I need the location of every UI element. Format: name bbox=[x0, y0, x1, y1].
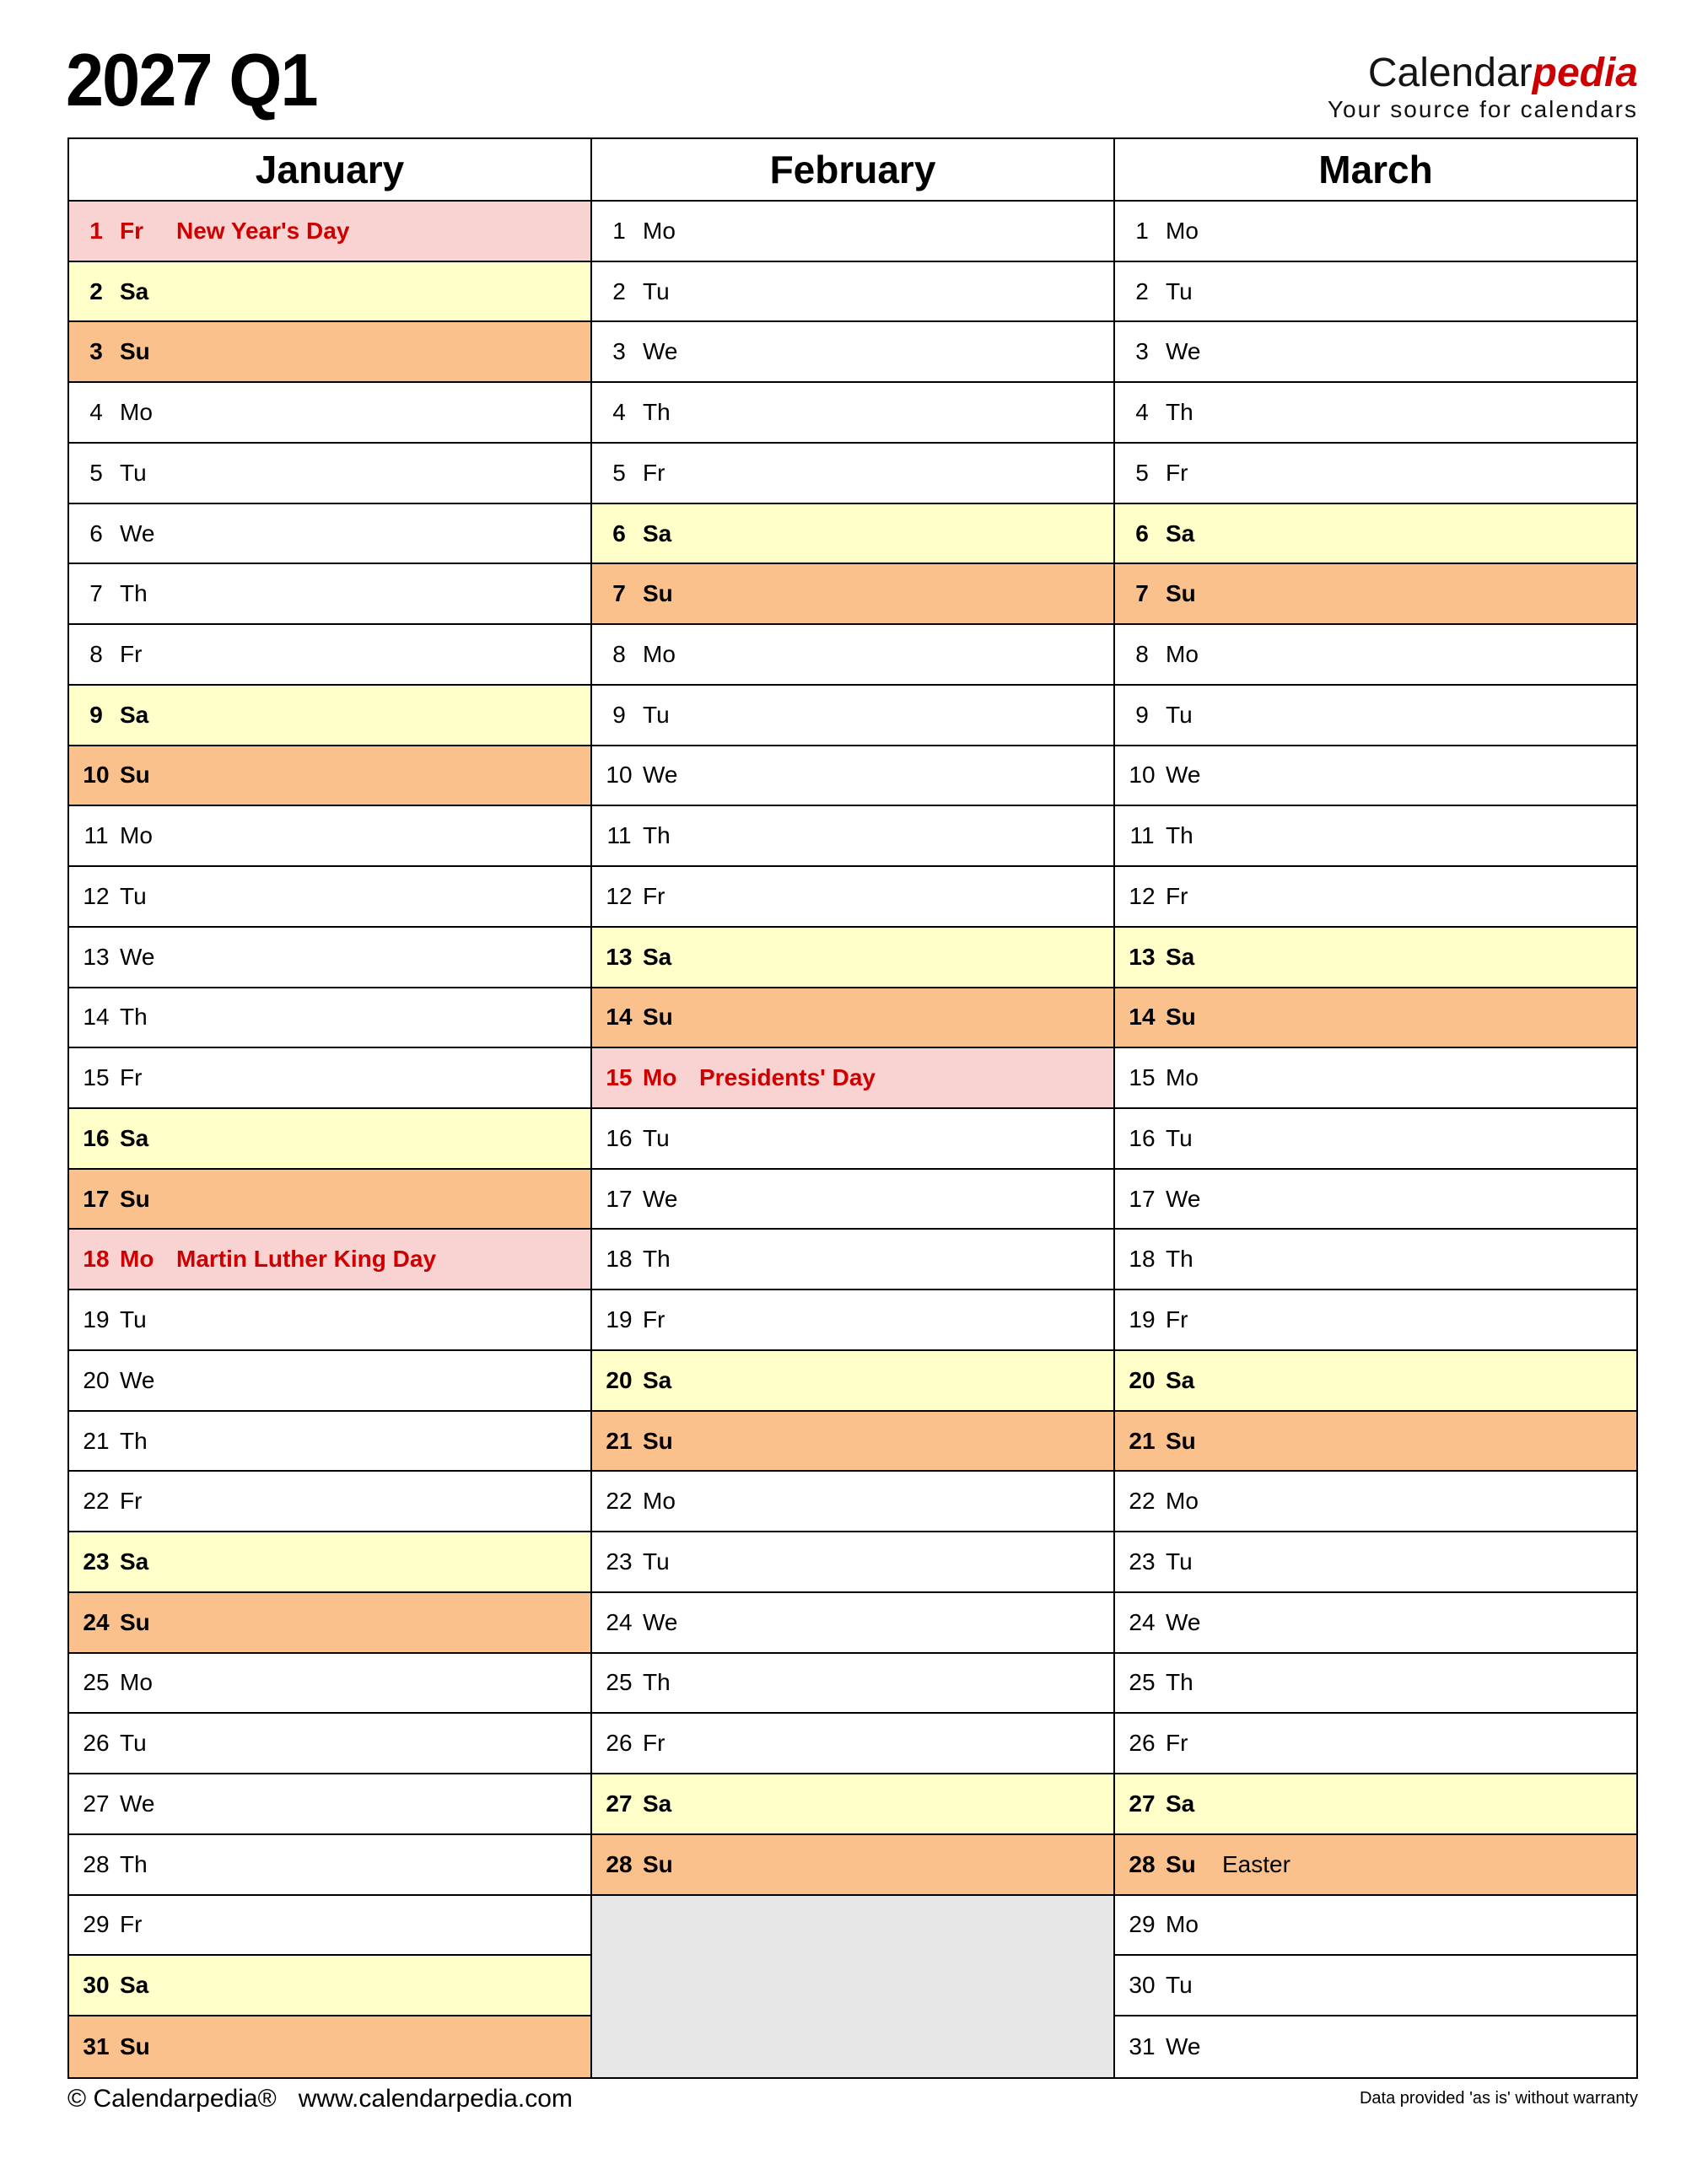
day-row bbox=[69, 1472, 590, 1532]
day-weekday: We bbox=[120, 1366, 155, 1393]
day-number: 8 bbox=[89, 641, 103, 667]
day-weekday: Fr bbox=[643, 882, 665, 909]
day-weekday: We bbox=[120, 943, 155, 970]
month-header: March bbox=[1115, 139, 1636, 202]
day-number: 10 bbox=[83, 762, 110, 789]
day-row bbox=[69, 1714, 590, 1774]
day-number: 31 bbox=[1129, 2032, 1156, 2059]
day-row bbox=[69, 1532, 590, 1593]
day-number: 28 bbox=[1129, 1850, 1156, 1877]
day-row bbox=[69, 504, 590, 565]
day-number: 18 bbox=[1129, 1246, 1156, 1273]
day-number: 4 bbox=[89, 399, 103, 426]
day-number: 23 bbox=[606, 1548, 633, 1575]
day-number: 19 bbox=[83, 1306, 110, 1333]
holiday-name: New Year's Day bbox=[176, 217, 350, 244]
day-row bbox=[1115, 202, 1636, 262]
day-row bbox=[592, 1290, 1113, 1351]
day-weekday: We bbox=[1166, 762, 1201, 789]
day-number: 18 bbox=[606, 1246, 633, 1273]
day-number: 26 bbox=[83, 1730, 110, 1757]
day-number: 2 bbox=[612, 277, 626, 304]
day-weekday: Mo bbox=[1166, 1911, 1199, 1938]
day-row bbox=[1115, 1048, 1636, 1109]
day-row bbox=[592, 1654, 1113, 1715]
month-header: February bbox=[592, 139, 1113, 202]
day-number: 27 bbox=[606, 1790, 633, 1817]
day-weekday: Tu bbox=[643, 1548, 670, 1575]
day-row bbox=[1115, 625, 1636, 686]
day-number: 14 bbox=[83, 1004, 110, 1031]
day-weekday: Su bbox=[1166, 1427, 1196, 1454]
day-row bbox=[592, 988, 1113, 1049]
day-number: 15 bbox=[1129, 1064, 1156, 1091]
day-weekday: Sa bbox=[120, 1548, 149, 1575]
day-weekday: Mo bbox=[643, 641, 676, 667]
day-weekday: Fr bbox=[1166, 1306, 1188, 1333]
day-row bbox=[592, 383, 1113, 444]
day-weekday: Sa bbox=[120, 1972, 149, 1999]
day-weekday: Th bbox=[1166, 1246, 1193, 1273]
day-row bbox=[69, 1170, 590, 1230]
day-row bbox=[592, 625, 1113, 686]
logo-pedia-text: pedia bbox=[1532, 51, 1638, 95]
day-number: 11 bbox=[1129, 822, 1155, 849]
day-row bbox=[1115, 1774, 1636, 1835]
day-number: 20 bbox=[83, 1366, 110, 1393]
day-row bbox=[1115, 1351, 1636, 1412]
holiday-name: Easter bbox=[1222, 1850, 1290, 1877]
day-number: 30 bbox=[83, 1972, 110, 1999]
day-row bbox=[1115, 1654, 1636, 1715]
day-row bbox=[1115, 262, 1636, 323]
day-weekday: Su bbox=[120, 338, 150, 365]
day-row bbox=[69, 1593, 590, 1654]
day-number: 17 bbox=[83, 1185, 110, 1212]
day-weekday: Mo bbox=[643, 217, 676, 244]
day-row bbox=[69, 1654, 590, 1715]
footer-disclaimer: Data provided 'as is' without warranty bbox=[1359, 2089, 1638, 2108]
day-weekday: Sa bbox=[643, 943, 672, 970]
day-row bbox=[592, 1472, 1113, 1532]
day-row bbox=[1115, 988, 1636, 1049]
day-weekday: Fr bbox=[120, 217, 143, 244]
day-number: 6 bbox=[89, 520, 103, 546]
day-number: 16 bbox=[606, 1124, 633, 1151]
day-weekday: Fr bbox=[1166, 882, 1188, 909]
day-row bbox=[1115, 686, 1636, 746]
day-row bbox=[69, 867, 590, 928]
day-row bbox=[592, 1593, 1113, 1654]
day-number: 23 bbox=[1129, 1548, 1156, 1575]
day-weekday: Tu bbox=[1166, 701, 1193, 728]
day-row bbox=[592, 262, 1113, 323]
day-row bbox=[592, 504, 1113, 565]
day-weekday: Sa bbox=[120, 701, 149, 728]
day-number: 16 bbox=[1129, 1124, 1156, 1151]
day-row bbox=[69, 202, 590, 262]
day-row bbox=[1115, 1896, 1636, 1957]
day-row bbox=[1115, 504, 1636, 565]
day-weekday: We bbox=[120, 520, 155, 546]
month-column-january bbox=[69, 139, 590, 2077]
day-number: 7 bbox=[1135, 580, 1149, 607]
day-number: 16 bbox=[83, 1124, 110, 1151]
day-number: 26 bbox=[1129, 1730, 1156, 1757]
day-weekday: Su bbox=[120, 762, 150, 789]
page-footer bbox=[67, 2085, 1638, 2113]
day-weekday: Fr bbox=[120, 1488, 143, 1515]
calendarpedia-logo bbox=[1328, 52, 1638, 122]
day-weekday: Sa bbox=[120, 277, 149, 304]
day-row bbox=[592, 1109, 1113, 1170]
day-number: 24 bbox=[606, 1608, 633, 1635]
day-row bbox=[69, 1048, 590, 1109]
day-weekday: Su bbox=[120, 1608, 150, 1635]
day-row bbox=[1115, 444, 1636, 504]
day-row bbox=[592, 202, 1113, 262]
day-number: 10 bbox=[606, 762, 633, 789]
day-row bbox=[1115, 806, 1636, 867]
day-weekday: Th bbox=[1166, 399, 1193, 426]
day-row bbox=[592, 1048, 1113, 1109]
day-number: 25 bbox=[1129, 1669, 1156, 1696]
day-number: 23 bbox=[83, 1548, 110, 1575]
day-weekday: Fr bbox=[643, 1730, 665, 1757]
day-number: 3 bbox=[612, 338, 626, 365]
day-row bbox=[69, 746, 590, 807]
day-row bbox=[1115, 1472, 1636, 1532]
day-row bbox=[1115, 1290, 1636, 1351]
day-weekday: We bbox=[1166, 1185, 1201, 1212]
day-row bbox=[592, 444, 1113, 504]
month-header: January bbox=[69, 139, 590, 202]
day-number: 12 bbox=[1129, 882, 1156, 909]
day-weekday: Th bbox=[643, 399, 671, 426]
day-weekday: We bbox=[643, 1608, 678, 1635]
day-row bbox=[1115, 1714, 1636, 1774]
day-number: 2 bbox=[89, 277, 103, 304]
day-row bbox=[69, 2016, 590, 2077]
day-row bbox=[69, 383, 590, 444]
day-weekday: Mo bbox=[1166, 641, 1199, 667]
day-weekday: Sa bbox=[643, 520, 672, 546]
day-number: 2 bbox=[1135, 277, 1149, 304]
day-weekday: We bbox=[120, 1790, 155, 1817]
day-row bbox=[69, 1351, 590, 1412]
day-row bbox=[592, 806, 1113, 867]
day-weekday: Sa bbox=[1166, 943, 1195, 970]
day-row bbox=[592, 928, 1113, 988]
day-weekday: Tu bbox=[1166, 1972, 1193, 1999]
day-weekday: Tu bbox=[120, 1730, 147, 1757]
day-number: 25 bbox=[606, 1669, 633, 1696]
day-row bbox=[69, 625, 590, 686]
day-row bbox=[69, 1290, 590, 1351]
day-weekday: Th bbox=[1166, 1669, 1193, 1696]
day-number: 4 bbox=[1135, 399, 1149, 426]
day-number: 11 bbox=[606, 822, 632, 849]
day-number: 7 bbox=[612, 580, 626, 607]
day-row bbox=[592, 1835, 1113, 1896]
day-number: 4 bbox=[612, 399, 626, 426]
footer-left bbox=[67, 2085, 573, 2113]
day-number: 8 bbox=[612, 641, 626, 667]
day-row bbox=[1115, 1412, 1636, 1473]
day-row bbox=[1115, 746, 1636, 807]
day-number: 30 bbox=[1129, 1972, 1156, 1999]
day-weekday: Su bbox=[643, 1850, 673, 1877]
day-weekday: Su bbox=[1166, 580, 1196, 607]
day-row bbox=[1115, 1593, 1636, 1654]
day-row bbox=[69, 1896, 590, 1957]
day-number: 25 bbox=[83, 1669, 110, 1696]
day-weekday: Tu bbox=[1166, 1548, 1193, 1575]
day-row bbox=[1115, 1956, 1636, 2016]
day-weekday: Tu bbox=[120, 1306, 147, 1333]
day-number: 10 bbox=[1129, 762, 1156, 789]
day-weekday: Tu bbox=[1166, 277, 1193, 304]
footer-copyright: © Calendarpedia® bbox=[67, 2085, 277, 2113]
day-number: 21 bbox=[1129, 1427, 1156, 1454]
day-weekday: We bbox=[643, 762, 678, 789]
logo-calendar-text: Calendar bbox=[1367, 51, 1533, 95]
day-number: 6 bbox=[1135, 520, 1149, 546]
day-weekday: Sa bbox=[643, 1790, 672, 1817]
logo-wordmark bbox=[1328, 52, 1638, 94]
day-row bbox=[69, 1956, 590, 2016]
day-weekday: Tu bbox=[120, 459, 147, 486]
day-number: 17 bbox=[1129, 1185, 1156, 1212]
day-number: 22 bbox=[606, 1488, 633, 1515]
day-number: 22 bbox=[1129, 1488, 1156, 1515]
day-row bbox=[69, 1230, 590, 1290]
day-weekday: Sa bbox=[643, 1366, 672, 1393]
day-number: 29 bbox=[83, 1911, 110, 1938]
day-weekday: Mo bbox=[1166, 1488, 1199, 1515]
day-row bbox=[1115, 1835, 1636, 1896]
day-weekday: Sa bbox=[1166, 520, 1195, 546]
day-weekday: Su bbox=[1166, 1850, 1196, 1877]
day-row bbox=[592, 867, 1113, 928]
day-row bbox=[1115, 1170, 1636, 1230]
day-row bbox=[592, 1351, 1113, 1412]
day-row bbox=[69, 322, 590, 383]
day-number: 15 bbox=[606, 1064, 633, 1091]
day-row bbox=[592, 1532, 1113, 1593]
day-weekday: Th bbox=[643, 822, 671, 849]
day-number: 1 bbox=[1135, 217, 1149, 244]
day-weekday: Su bbox=[643, 1427, 673, 1454]
day-weekday: Tu bbox=[120, 882, 147, 909]
day-number: 13 bbox=[83, 943, 110, 970]
day-number: 24 bbox=[1129, 1608, 1156, 1635]
day-number: 28 bbox=[83, 1850, 110, 1877]
day-weekday: Tu bbox=[643, 1124, 670, 1151]
day-number: 9 bbox=[612, 701, 626, 728]
day-weekday: Mo bbox=[120, 1246, 154, 1273]
day-row bbox=[1115, 928, 1636, 988]
day-row bbox=[69, 806, 590, 867]
day-number: 21 bbox=[606, 1427, 633, 1454]
day-weekday: Mo bbox=[120, 1669, 153, 1696]
day-number: 3 bbox=[1135, 338, 1149, 365]
day-number: 14 bbox=[606, 1004, 633, 1031]
day-row bbox=[69, 686, 590, 746]
day-weekday: Su bbox=[643, 1004, 673, 1031]
empty-merged-cell bbox=[592, 1896, 1113, 2077]
day-weekday: We bbox=[643, 1185, 678, 1212]
day-weekday: Fr bbox=[643, 1306, 665, 1333]
day-number: 20 bbox=[1129, 1366, 1156, 1393]
day-weekday: Mo bbox=[643, 1064, 677, 1091]
day-number: 29 bbox=[1129, 1911, 1156, 1938]
day-weekday: Mo bbox=[643, 1488, 676, 1515]
day-weekday: Fr bbox=[120, 1911, 143, 1938]
day-row bbox=[592, 564, 1113, 625]
day-weekday: Mo bbox=[1166, 217, 1199, 244]
day-row bbox=[1115, 867, 1636, 928]
day-number: 21 bbox=[83, 1427, 110, 1454]
page-title: 2027 Q1 bbox=[66, 38, 317, 121]
day-row bbox=[1115, 564, 1636, 625]
day-weekday: Mo bbox=[1166, 1064, 1199, 1091]
day-weekday: Sa bbox=[1166, 1790, 1195, 1817]
day-number: 18 bbox=[83, 1246, 110, 1273]
day-row bbox=[1115, 2016, 1636, 2077]
day-row bbox=[592, 686, 1113, 746]
day-number: 24 bbox=[83, 1608, 110, 1635]
quarter-calendar-table bbox=[67, 137, 1638, 2079]
day-weekday: Su bbox=[1166, 1004, 1196, 1031]
day-row bbox=[1115, 383, 1636, 444]
day-number: 14 bbox=[1129, 1004, 1156, 1031]
day-row bbox=[69, 988, 590, 1049]
day-row bbox=[69, 1412, 590, 1473]
day-number: 8 bbox=[1135, 641, 1149, 667]
day-number: 7 bbox=[89, 580, 103, 607]
day-number: 11 bbox=[84, 822, 109, 849]
day-weekday: Th bbox=[120, 1427, 148, 1454]
day-number: 22 bbox=[83, 1488, 110, 1515]
day-weekday: Sa bbox=[1166, 1366, 1195, 1393]
day-number: 9 bbox=[89, 701, 103, 728]
day-weekday: Fr bbox=[643, 459, 665, 486]
day-row bbox=[1115, 1230, 1636, 1290]
month-column-february bbox=[590, 139, 1113, 2077]
day-weekday: We bbox=[643, 338, 678, 365]
month-column-march bbox=[1113, 139, 1636, 2077]
day-row bbox=[592, 1774, 1113, 1835]
day-row bbox=[592, 1412, 1113, 1473]
day-row bbox=[69, 1835, 590, 1896]
holiday-name: Presidents' Day bbox=[699, 1064, 876, 1091]
day-weekday: Th bbox=[1166, 822, 1193, 849]
day-weekday: Fr bbox=[1166, 459, 1188, 486]
day-number: 27 bbox=[1129, 1790, 1156, 1817]
logo-tagline: Your source for calendars bbox=[1327, 96, 1638, 123]
day-weekday: Th bbox=[120, 1850, 148, 1877]
day-weekday: Th bbox=[643, 1669, 671, 1696]
day-weekday: Mo bbox=[120, 399, 153, 426]
day-number: 28 bbox=[606, 1850, 633, 1877]
day-weekday: Tu bbox=[1166, 1124, 1193, 1151]
day-number: 13 bbox=[1129, 943, 1156, 970]
holiday-name: Martin Luther King Day bbox=[176, 1246, 437, 1273]
day-weekday: Tu bbox=[643, 701, 670, 728]
day-number: 17 bbox=[606, 1185, 633, 1212]
day-number: 9 bbox=[1135, 701, 1149, 728]
day-weekday: We bbox=[1166, 1608, 1201, 1635]
day-number: 5 bbox=[89, 459, 103, 486]
day-weekday: Fr bbox=[120, 1064, 143, 1091]
day-number: 19 bbox=[606, 1306, 633, 1333]
day-weekday: Th bbox=[120, 1004, 148, 1031]
day-number: 27 bbox=[83, 1790, 110, 1817]
day-weekday: Su bbox=[643, 580, 673, 607]
day-row bbox=[1115, 1109, 1636, 1170]
day-number: 20 bbox=[606, 1366, 633, 1393]
day-row bbox=[69, 444, 590, 504]
day-number: 1 bbox=[612, 217, 626, 244]
day-row bbox=[592, 1714, 1113, 1774]
day-weekday: We bbox=[1166, 338, 1201, 365]
day-number: 6 bbox=[612, 520, 626, 546]
day-row bbox=[592, 1230, 1113, 1290]
day-number: 5 bbox=[612, 459, 626, 486]
day-number: 31 bbox=[83, 2032, 110, 2059]
day-row bbox=[592, 1170, 1113, 1230]
day-weekday: Mo bbox=[120, 822, 153, 849]
day-row bbox=[69, 564, 590, 625]
day-weekday: Th bbox=[643, 1246, 671, 1273]
day-weekday: Fr bbox=[1166, 1730, 1188, 1757]
day-number: 3 bbox=[89, 338, 103, 365]
day-row bbox=[69, 262, 590, 323]
day-number: 15 bbox=[83, 1064, 110, 1091]
day-weekday: Tu bbox=[643, 277, 670, 304]
day-weekday: Su bbox=[120, 1185, 150, 1212]
day-weekday: Fr bbox=[120, 641, 143, 667]
day-number: 12 bbox=[606, 882, 633, 909]
day-row bbox=[69, 1109, 590, 1170]
day-number: 13 bbox=[606, 943, 633, 970]
day-row bbox=[592, 746, 1113, 807]
day-number: 5 bbox=[1135, 459, 1149, 486]
day-row bbox=[1115, 322, 1636, 383]
day-number: 19 bbox=[1129, 1306, 1156, 1333]
day-number: 12 bbox=[83, 882, 110, 909]
day-weekday: Su bbox=[120, 2032, 150, 2059]
day-number: 1 bbox=[89, 217, 103, 244]
day-weekday: We bbox=[1166, 2032, 1201, 2059]
day-number: 26 bbox=[606, 1730, 633, 1757]
day-row bbox=[592, 322, 1113, 383]
day-row bbox=[69, 928, 590, 988]
day-row bbox=[69, 1774, 590, 1835]
day-weekday: Th bbox=[120, 580, 148, 607]
day-row bbox=[1115, 1532, 1636, 1593]
day-weekday: Sa bbox=[120, 1124, 149, 1151]
footer-website-link[interactable]: www.calendarpedia.com bbox=[298, 2085, 573, 2113]
